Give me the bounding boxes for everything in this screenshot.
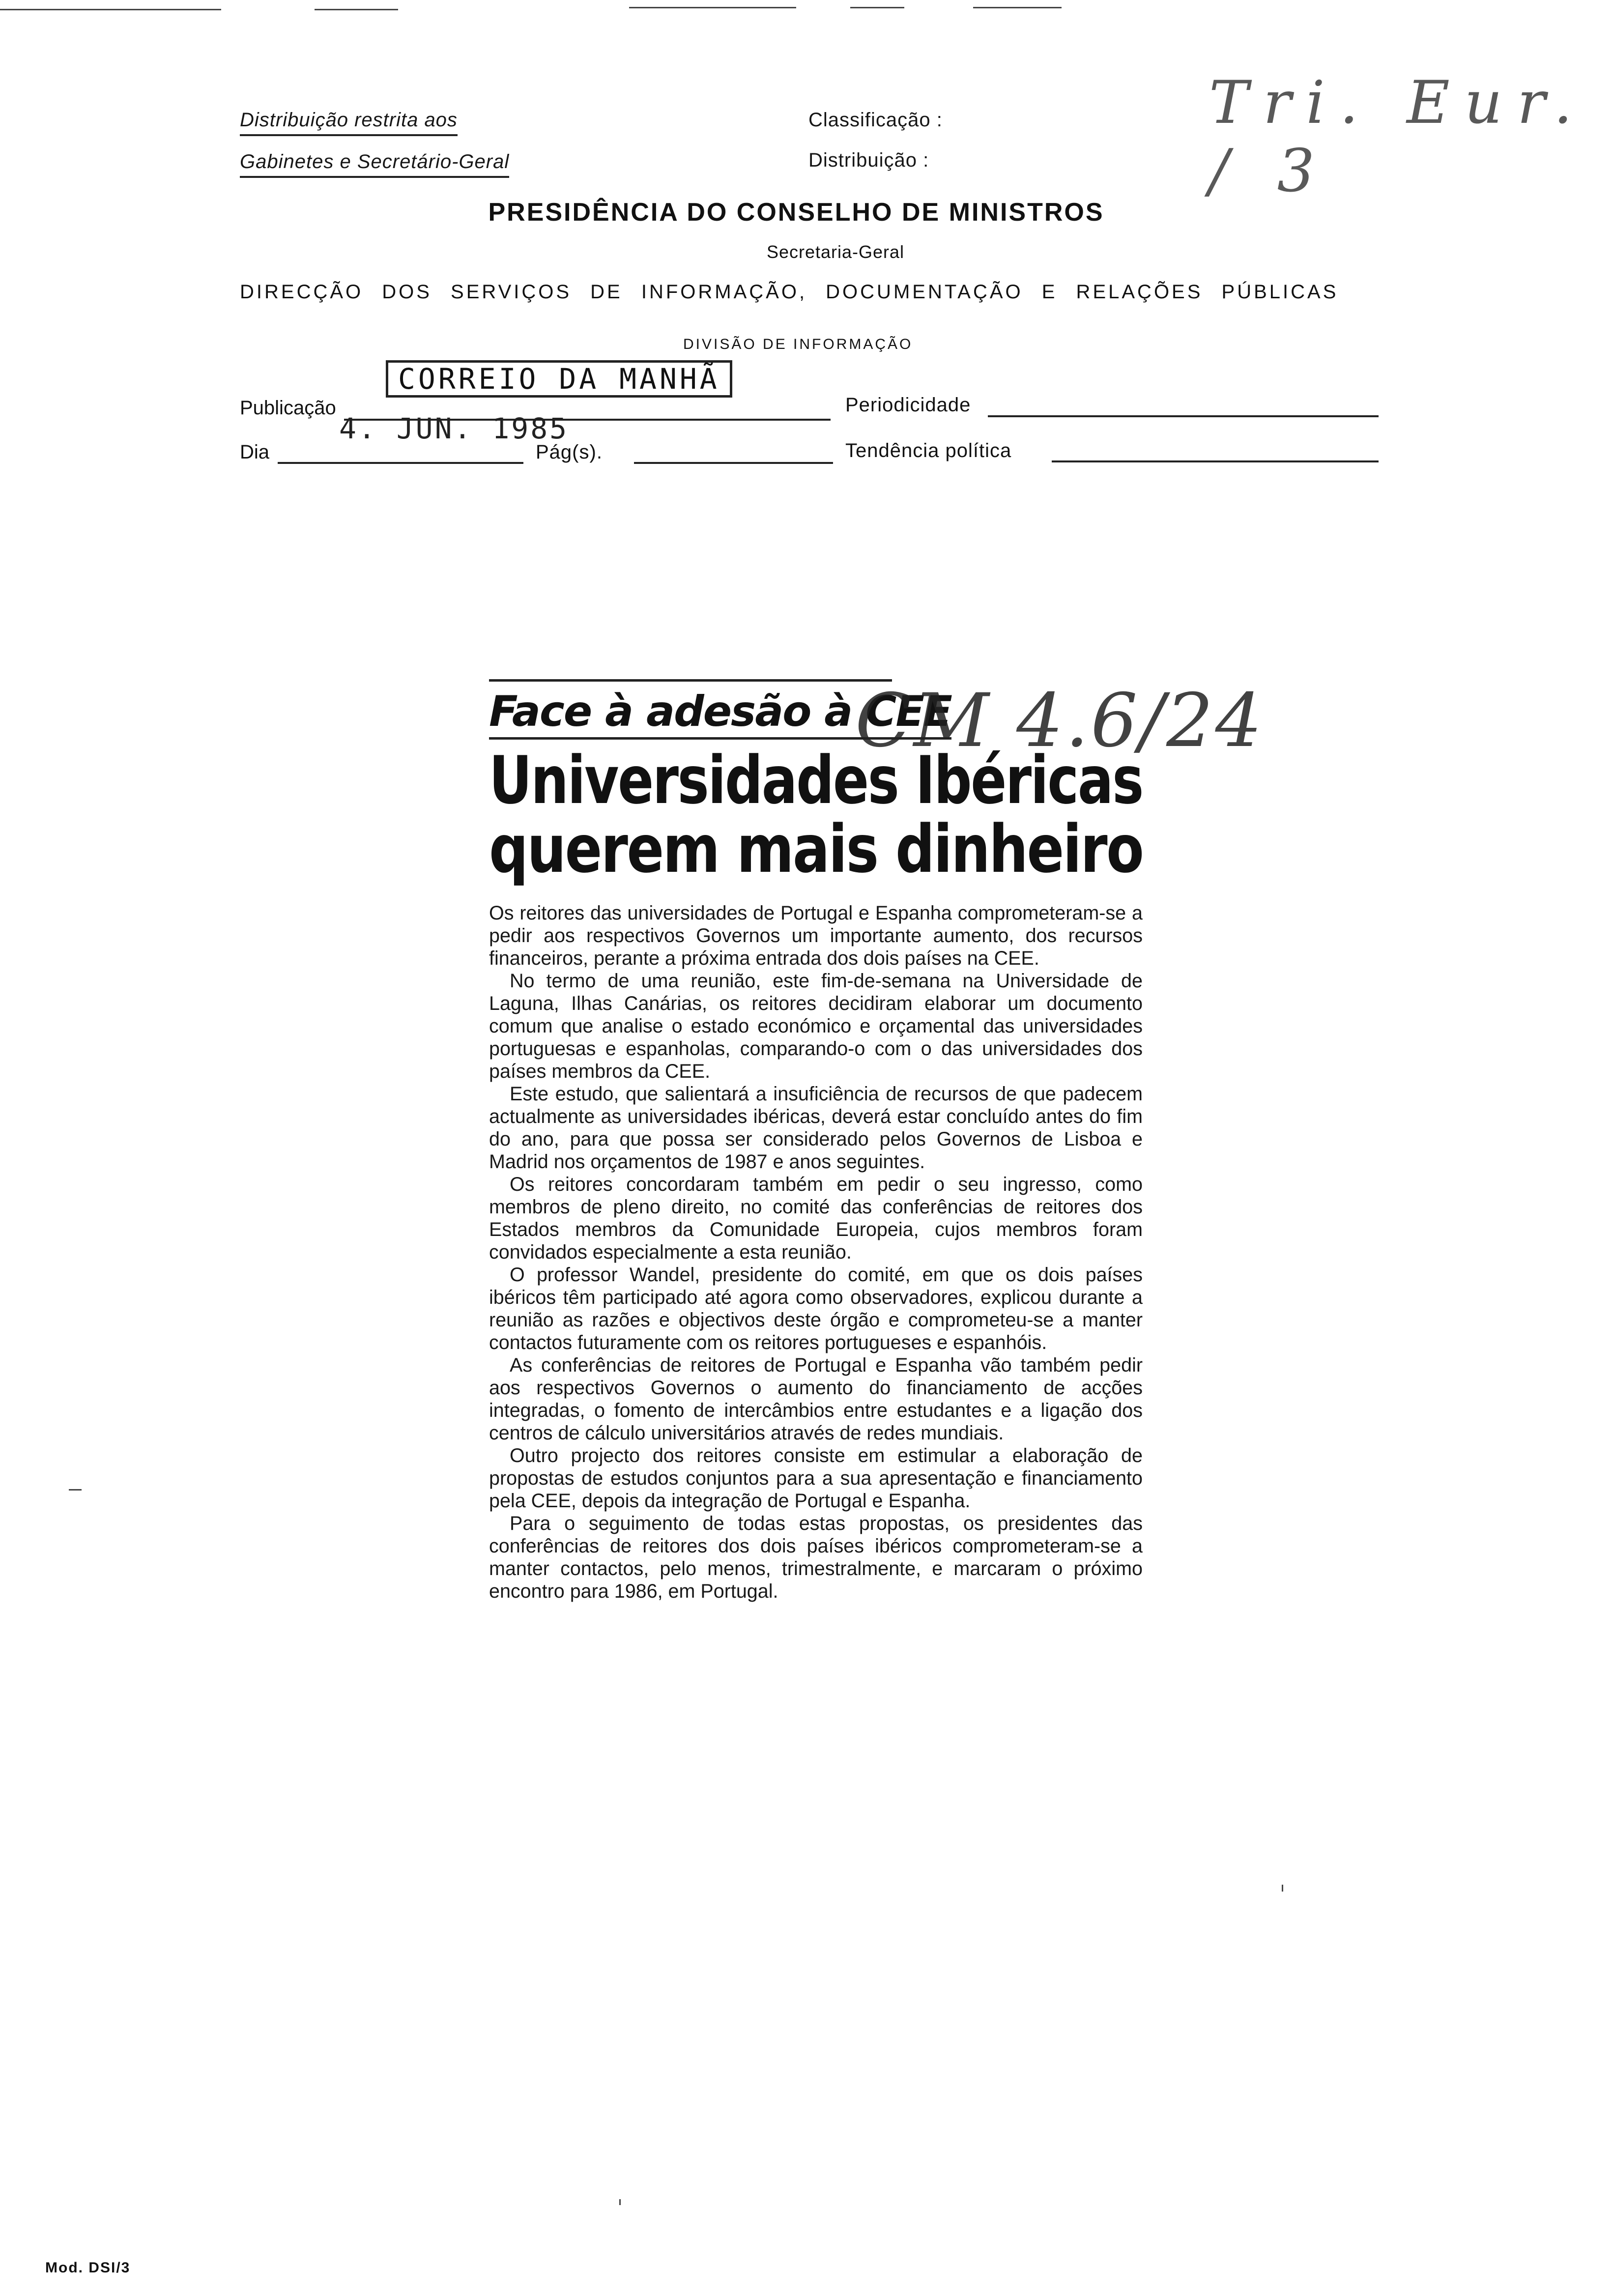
- publication-stamp: CORREIO DA MANHÃ: [386, 360, 732, 398]
- date-stamp: 4. JUN. 1985: [339, 412, 569, 445]
- pages-label: Pág(s).: [536, 441, 603, 463]
- scan-artifact-mark: [1282, 1885, 1283, 1892]
- article-paragraph: Os reitores concordaram também em pedir o seu ingresso, como membros de pleno direito, no comité das conferências de reitores dos Estados membros da Comunidade Europeia, cujos membros foram convidados especialmente a esta reunião.: [489, 1174, 1143, 1263]
- scan-artifact-mark: [69, 1489, 82, 1491]
- directorate-line: DIRECÇÃO DOS SERVIÇOS DE INFORMAÇÃO, DOCUMENTAÇÃO E RELAÇÕES PÚBLICAS: [240, 281, 1339, 303]
- scan-artifact-line: [0, 9, 221, 10]
- restricted-distribution-text1: Distribuição restrita aos: [240, 109, 458, 136]
- handwritten-reference: Tri. Eur. / 3: [1209, 69, 1587, 205]
- restricted-distribution-line2: [240, 151, 509, 178]
- article-paragraph: No termo de uma reunião, este fim-de-semana na Universidade de Laguna, Ilhas Canárias, os reitores decidiram elaborar um documento comum que analise o estado económico e orçamental das universidades portuguesas e espanholas, comparando-o com o das universidades dos países membros da CEE.: [489, 970, 1143, 1082]
- form-code: Mod. DSI/3: [45, 2260, 131, 2276]
- publication-label: Publicação: [240, 397, 336, 419]
- article-kicker-text: Face à adesão à CEE: [489, 687, 951, 740]
- periodicity-label: Periodicidade: [845, 394, 971, 416]
- article-paragraph: O professor Wandel, presidente do comité, em que os dois países ibéricos têm participado até agora como observadores, explicou durante a reunião as razões e objectivos deste órgão e comprometeu-se a manter contactos futuramente com os reitores portugueses e espanhóis.: [489, 1264, 1143, 1353]
- political-tendency-label: Tendência política: [845, 440, 1012, 461]
- article-top-rule: [489, 679, 892, 682]
- article-paragraph: Outro projecto dos reitores consiste em estimular a elaboração de propostas de estudos conjuntos para a sua apresentação e financiamento pela CEE, depois da integração de Portugal e Espanha.: [489, 1445, 1143, 1512]
- classification-label: Classificação :: [808, 109, 943, 131]
- article-body: [489, 902, 1143, 1603]
- distribution-label: Distribuição :: [808, 149, 929, 171]
- scan-artifact-line: [315, 9, 398, 10]
- scan-artifact-mark: [619, 2199, 621, 2205]
- scan-artifact-line: [629, 7, 796, 8]
- article-paragraph: Os reitores das universidades de Portugal e Espanha comprometeram-se a pedir aos respectivos Governos um importante aumento, dos recursos financeiros, perante a próxima entrada dos dois países na CEE.: [489, 902, 1143, 969]
- office-subtitle: Secretaria-Geral: [766, 242, 905, 262]
- article-headline-line1: Universidades Ibéricas: [489, 742, 1143, 819]
- article-paragraph: Este estudo, que salientará a insuficiência de recursos de que padecem actualmente as universidades ibéricas, deverá estar concluído antes do fim do ano, para que possa ser considerado pelos Governos de Lisboa e Madrid nos orçamentos de 1987 e anos seguintes.: [489, 1083, 1143, 1173]
- restricted-distribution-line1: [240, 109, 458, 136]
- restricted-distribution-text2: Gabinetes e Secretário-Geral: [240, 151, 509, 178]
- office-title: PRESIDÊNCIA DO CONSELHO DE MINISTROS: [488, 198, 1104, 227]
- article-paragraph: As conferências de reitores de Portugal e Espanha vão também pedir aos respectivos Governos o aumento do financiamento de acções integradas, o fomento de intercâmbios entre estudantes e a ligação dos centros de cálculo universitários através de redes mundiais.: [489, 1354, 1143, 1444]
- article-paragraph: Para o seguimento de todas estas propostas, os presidentes das conferências de reitores dos dois países ibéricos comprometeram-se a manter contactos, pelo menos, trimestralmente, e marcaram o próximo encontro para 1986, em Portugal.: [489, 1513, 1143, 1602]
- scan-artifact-line: [850, 7, 904, 8]
- political-field-line: [1052, 460, 1379, 462]
- office-subtitle-row: [0, 242, 1612, 262]
- day-label: Dia: [240, 441, 270, 463]
- division-line: DIVISÃO DE INFORMAÇÃO: [683, 336, 913, 352]
- handwritten-article-note: CM 4.6/24: [855, 678, 1264, 764]
- periodicity-field-line: [988, 415, 1379, 417]
- article-headline-line2: querem mais dinheiro: [489, 811, 1143, 888]
- day-field-line: [278, 462, 523, 464]
- scan-artifact-line: [973, 7, 1062, 8]
- office-title-row: [0, 198, 1612, 227]
- pages-field-line: [634, 462, 833, 464]
